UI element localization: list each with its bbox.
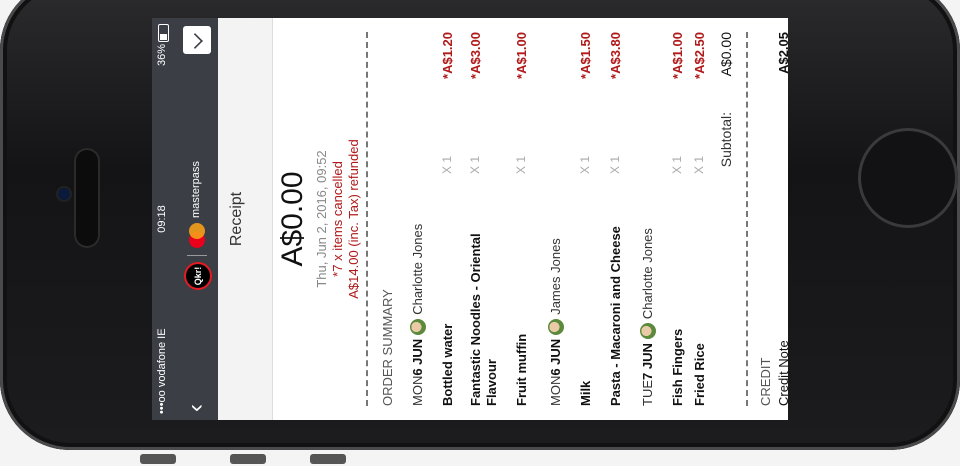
item-name: Fruit muffin: [514, 333, 529, 406]
battery-icon: [158, 24, 169, 42]
divider: [366, 32, 368, 406]
qkr-logo: Qkr!: [184, 262, 212, 290]
item-price: *A$3.80: [608, 32, 623, 79]
side-button: [310, 454, 346, 464]
day-header: [548, 238, 564, 406]
day-name: TUE: [640, 380, 655, 406]
side-button: [230, 454, 266, 464]
masterpass-label: masterpass: [190, 161, 202, 218]
item-price: *A$1.50: [578, 32, 593, 79]
avatar: [410, 319, 426, 335]
receipt-header: [218, 18, 273, 420]
avatar: [548, 319, 564, 335]
item-qty: X 1: [670, 155, 684, 174]
logo-divider: [187, 255, 207, 256]
person-name: James Jones: [548, 238, 563, 315]
item-qty: X 1: [608, 155, 622, 174]
nav-bar: [174, 18, 218, 420]
person-name: Charlotte Jones: [640, 228, 655, 320]
item-name: Fried Rice: [692, 343, 707, 406]
item-price: *A$1.20: [440, 32, 455, 79]
day-date: 6 JUN: [410, 338, 425, 376]
item-name: Milk: [578, 380, 593, 406]
subtotal-value: A$0.00: [718, 32, 734, 77]
item-price: *A$2.50: [692, 32, 707, 79]
day-date: 6 JUN: [548, 338, 563, 376]
credit-note-label: Credit Note: [776, 340, 791, 406]
credit-label: CREDIT: [758, 357, 773, 406]
credit-amount: A$2.05: [776, 32, 791, 74]
receipt-total: A$0.00: [276, 171, 309, 267]
mastercard-logo: [189, 223, 205, 239]
item-qty: X 1: [440, 155, 454, 174]
receipt-date: Thu, Jun 2, 2016, 09:52: [314, 150, 329, 288]
day-name: MON: [410, 375, 425, 406]
avatar: [640, 323, 656, 339]
item-qty: X 1: [514, 155, 528, 174]
item-price: *A$3.00: [468, 32, 483, 79]
item-qty: X 1: [578, 155, 592, 174]
order-summary-label: ORDER SUMMARY: [380, 289, 395, 406]
subtotal-label: Subtotal:: [718, 112, 734, 168]
item-name: Pasta - Macaroni and Cheese: [608, 226, 623, 406]
day-header: [410, 224, 426, 406]
item-qty: X 1: [692, 155, 706, 174]
status-time: 09:18: [156, 205, 168, 233]
home-button[interactable]: [858, 128, 958, 228]
carrier-label: •••oo vodafone IE: [156, 328, 168, 414]
status-bar: [152, 18, 174, 420]
earpiece-speaker: [74, 148, 100, 248]
front-camera: [58, 188, 70, 200]
brand-logos: [184, 130, 210, 290]
day-name: MON: [548, 375, 563, 406]
chevron-left-icon[interactable]: ‹: [182, 404, 209, 412]
page-title: Receipt: [228, 191, 245, 247]
mail-icon[interactable]: [183, 26, 211, 54]
side-button: [140, 454, 176, 464]
receipt-app: [152, 18, 791, 420]
refund-notice: A$14.00 (inc. Tax) refunded: [346, 139, 361, 299]
battery-percent: 36%: [156, 44, 168, 67]
phone-screen: [152, 18, 791, 420]
item-name: Bottled water: [440, 323, 455, 406]
item-price: *A$1.00: [670, 32, 685, 79]
day-date: 7 JUN: [640, 343, 655, 380]
item-qty: X 1: [468, 155, 482, 174]
person-name: Charlotte Jones: [410, 223, 425, 315]
day-header: [640, 228, 656, 406]
divider: [746, 32, 748, 406]
item-name: Fish Fingers: [670, 328, 685, 406]
item-price: *A$1.00: [514, 32, 529, 79]
cancelled-notice: *7 x items cancelled: [330, 161, 345, 277]
item-name: Fantastic Noodles - Oriental Flavour: [468, 233, 499, 406]
